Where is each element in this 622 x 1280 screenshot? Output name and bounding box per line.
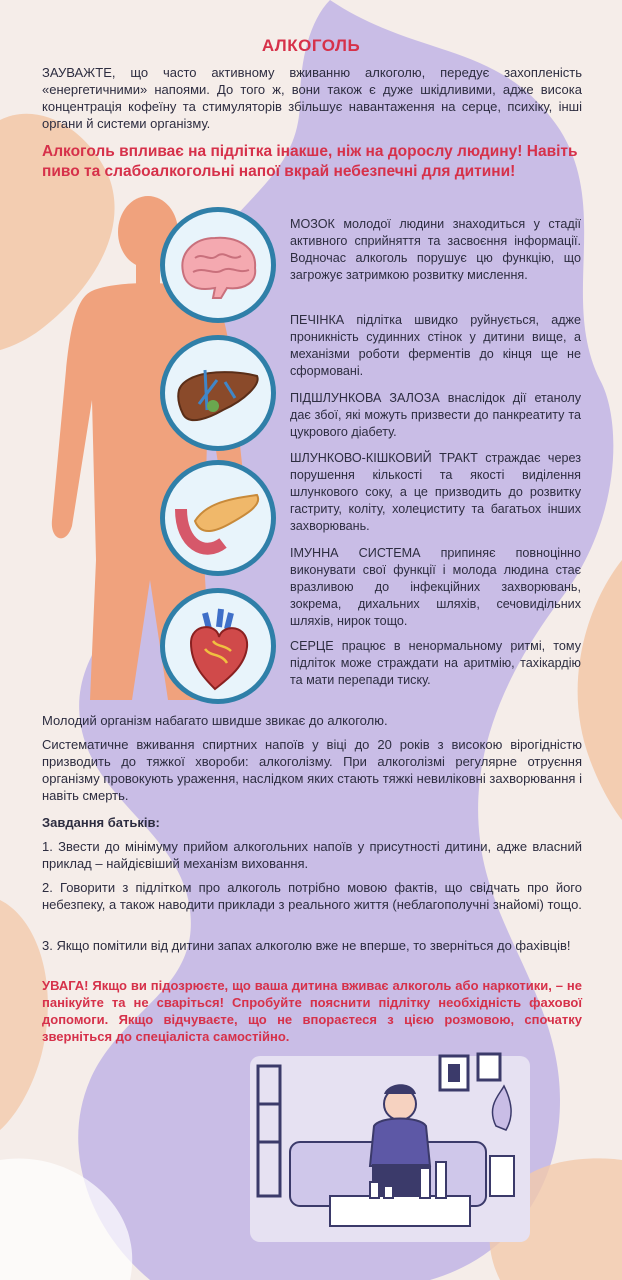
- pancreas-circle: [160, 460, 276, 576]
- tasks-heading: Завдання батьків:: [42, 815, 160, 830]
- bottle: [436, 1162, 446, 1198]
- bottle: [370, 1182, 379, 1198]
- coffee-table: [330, 1196, 470, 1226]
- picture-frame: [478, 1054, 500, 1080]
- intro-paragraph: ЗАУВАЖТЕ, що часто активному вживанню алкоголю, передує захопленість «енергетичними» напоями. До того ж, вони також є дуже шкідливими, адже висока концентрація кофеїну та стимуляторів збільшує навантаження на серце, психіку, інші органи й системи організму.: [42, 65, 582, 131]
- heart-circle: [160, 588, 276, 704]
- liver-icon: [165, 340, 271, 446]
- sad-teen-illustration: [250, 1046, 530, 1242]
- teen-warning: Алкоголь впливає на підлітка інакше, ніж на дорослу людину! Навіть пиво та слабоалкогольні напої вкрай небезпечні для дитини!: [42, 143, 578, 180]
- alcoholism-paragraph: Систематичне вживання спиртних напоїв у віці до 20 років з високою вірогідністю призводить до тяжкої хвороби: алкоголізму. При алкоголізмі регулярне отруєння організму провокують ураження, наслідком яких стають тяжкі невиліковні захворювання і навіть смерть.: [42, 737, 582, 803]
- task-2: 2. Говорити з підлітком про алкоголь потрібно мовою фактів, що свідчать про його небезпеку, а також наводити приклади з реального життя (неблагополучні знайомі) тощо.: [42, 880, 582, 912]
- habit-paragraph: Молодий організм набагато швидше звикає до алкоголю.: [42, 713, 388, 728]
- immune-text: ІМУННА СИСТЕМА припиняє повноцінно виконувати свої функції і молода людина стає вразливою до інфекційних захворювань, зокрема, дихальних шляхів, сечовидільних шляхів, нирок тощо.: [290, 546, 581, 628]
- heart-text: СЕРЦЕ працює в ненормальному ритмі, тому підліток може страждати на аритмію, тахікардію та мати перепади тиску.: [290, 639, 581, 687]
- final-warning: УВАГА! Якщо ви підозрюєте, що ваша дитина вживає алкоголь або наркотики, – не панікуйте та не сваріться! Спробуйте пояснити підлітку необхідність фахової допомоги. Якщо відчуваєте, що не впораєтеся з цією розмовою, спочатку зверніться до спеціаліста самостійно.: [42, 978, 582, 1044]
- bottle: [420, 1168, 430, 1198]
- task-1: 1. Звести до мінімуму прийом алкогольних напоїв у присутності дитини, адже власний приклад – найдієвіший механізм виховання.: [42, 839, 582, 871]
- bottle: [384, 1186, 393, 1198]
- brain-circle: [160, 207, 276, 323]
- liver-circle: [160, 335, 276, 451]
- brain-icon: [165, 212, 271, 318]
- pancreas-text: ПІДШЛУНКОВА ЗАЛОЗА внаслідок дії етанолу дає збої, які можуть призвести до панкреатиту та цукрового діабету.: [290, 391, 581, 439]
- gi-tract-text: ШЛУНКОВО-КІШКОВИЙ ТРАКТ страждає через порушення кількості та якості виділення шлункового соку, а це призводить до розвитку гастриту, коліту, холециститу та багатьох інших захворювань.: [290, 451, 581, 533]
- brain-text: МОЗОК молодої людини знаходиться у стадії активного сприйняття та засвоєння інформації. Водночас алкоголь порушує цю функцію, що загрожує затримкою розвитку мислення.: [290, 217, 581, 282]
- liver-text: ПЕЧІНКА підлітка швидко руйнується, адже проникність судинних стінок у дитини вище, а механізми роботи ферментів до кінця ще не сформовані.: [290, 313, 581, 378]
- heart-icon: [165, 593, 271, 699]
- page-title: АЛКОГОЛЬ: [261, 36, 361, 55]
- task-3: 3. Якщо помітили від дитини запах алкоголю вже не вперше, то зверніться до фахівців!: [42, 938, 571, 953]
- pancreas-icon: [165, 465, 271, 571]
